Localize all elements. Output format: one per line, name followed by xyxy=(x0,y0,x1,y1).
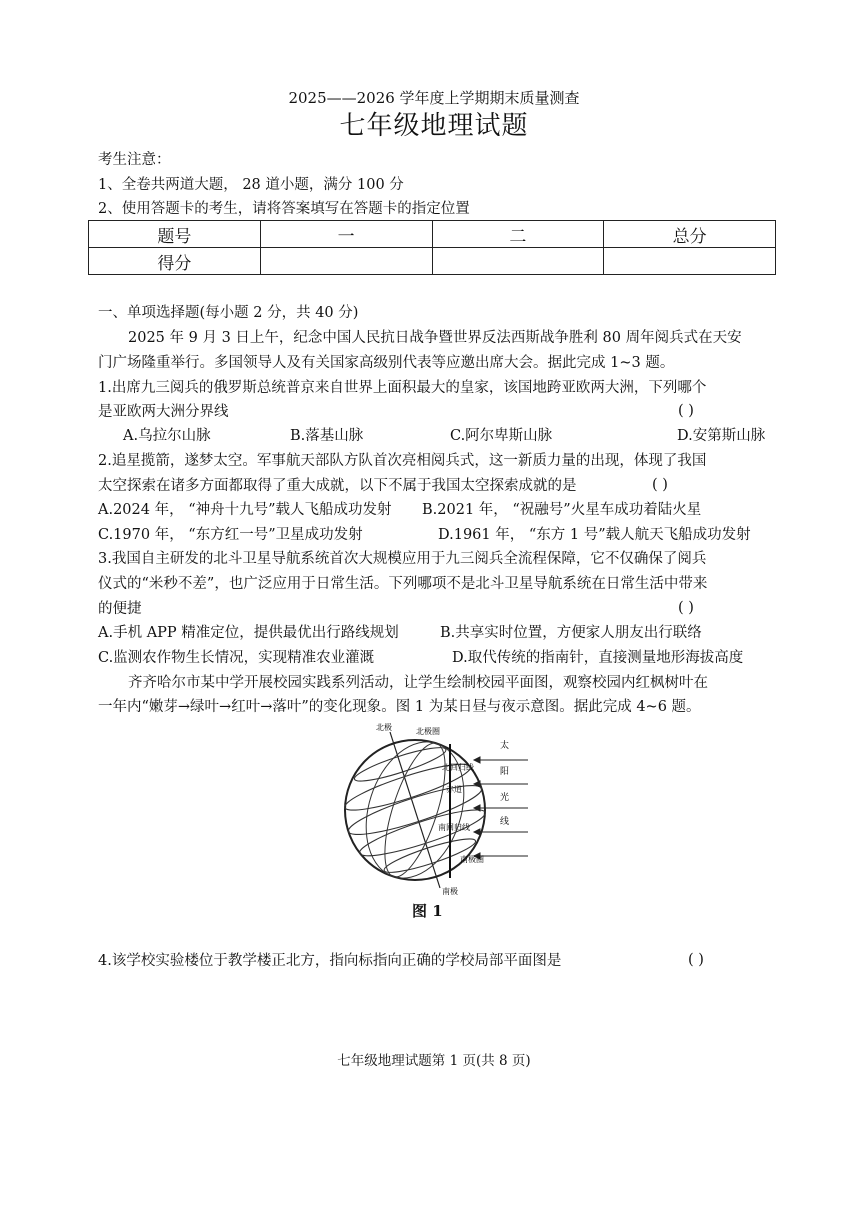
question-stem: 的便捷 xyxy=(98,601,142,617)
exam-title: 七年级地理试题 xyxy=(339,111,529,141)
option: A.2024 年， “神舟十九号”载人飞船成功发射 xyxy=(98,502,392,518)
question-stem: 3.我国自主研发的北斗卫星导航系统首次大规模应用于九三阅兵全流程保障，它不仅确保了阅兵 xyxy=(98,551,707,567)
exam-subtitle: 2025——2026 学年度上学期期末质量测查 xyxy=(288,89,580,107)
table-row-label: 得分 xyxy=(89,248,261,275)
score-table xyxy=(88,220,776,275)
notice-heading: 考生注意： xyxy=(98,152,171,168)
answer-paren: ( ) xyxy=(652,477,668,493)
page-footer: 七年级地理试题第 1 页(共 8 页) xyxy=(337,1053,531,1069)
question-stem: 1.出席九三阅兵的俄罗斯总统普京来自世界上面积最大的皇家，该国地跨亚欧两大洲，下列哪个 xyxy=(98,380,707,396)
score-table-row xyxy=(89,248,776,275)
table-header: 二 xyxy=(432,221,604,248)
score-table-header-row xyxy=(89,221,776,248)
label-north-pole: 北极 xyxy=(376,723,392,732)
intro-text: 门广场隆重举行。多国领导人及有关国家高级别代表等应邀出席大会。据此完成 1~3 题。 xyxy=(98,355,675,371)
option: A.手机 APP 精准定位，提供最优出行路线规划 xyxy=(98,625,399,641)
label-tropic-capricorn: 南回归线 xyxy=(438,823,470,832)
option: A.乌拉尔山脉 xyxy=(123,428,211,444)
intro-text: 2025 年 9 月 3 日上午，纪念中国人民抗日战争暨世界反法西斯战争胜利 80 周年阅兵式在天安 xyxy=(128,330,742,346)
option: D.1961 年， “东方 1 号”载人航天飞船成功发射 xyxy=(438,527,751,543)
label-sun-char: 阳 xyxy=(500,767,510,777)
table-header: 总分 xyxy=(604,221,776,248)
table-header: 题号 xyxy=(89,221,261,248)
option: D.安第斯山脉 xyxy=(677,428,766,444)
label-sun-char: 太 xyxy=(500,741,510,751)
option: D.取代传统的指南针，直接测量地形海拔高度 xyxy=(452,650,744,666)
label-antarctic-circle: 南极圈 xyxy=(460,855,484,864)
answer-paren: ( ) xyxy=(688,952,704,968)
question-stem: 太空探索在诸多方面都取得了重大成就，以下不属于我国太空探索成就的是 xyxy=(98,478,577,494)
label-arctic-circle: 北极圈 xyxy=(416,727,440,736)
option: C.阿尔卑斯山脉 xyxy=(450,428,553,444)
answer-paren: ( ) xyxy=(678,403,694,419)
label-south-pole: 南极 xyxy=(442,887,458,896)
notice-item: 2、使用答题卡的考生，请将答案填写在答题卡的指定位置 xyxy=(98,201,470,217)
label-tropic-cancer: 北回归线 xyxy=(442,763,474,772)
option: B.共享实时位置，方便家人朋友出行联络 xyxy=(440,625,702,641)
intro-text: 一年内“嫩芽→绿叶→红叶→落叶”的变化现象。图 1 为某日昼与夜示意图。据此完成 4~6 题。 xyxy=(98,699,701,715)
label-equator: 赤道 xyxy=(446,785,462,794)
option: C.1970 年， “东方红一号”卫星成功发射 xyxy=(98,527,363,543)
score-cell[interactable] xyxy=(432,248,604,275)
earth-axis xyxy=(390,732,440,888)
figure-caption: 图 1 xyxy=(412,902,443,920)
notice-item: 1、全卷共两道大题， 28 道小题，满分 100 分 xyxy=(98,177,404,193)
intro-text: 齐齐哈尔市某中学开展校园实践系列活动，让学生绘制校园平面图，观察校园内红枫树叶在 xyxy=(128,675,708,691)
section-heading: 一、单项选择题(每小题 2 分，共 40 分) xyxy=(98,305,359,321)
option: C.监测农作物生长情况，实现精准农业灌溉 xyxy=(98,650,375,666)
score-cell[interactable] xyxy=(604,248,776,275)
label-sun-char: 线 xyxy=(500,817,510,827)
question-stem: 是亚欧两大洲分界线 xyxy=(98,404,229,420)
question-stem: 仪式的“米秒不差”，也广泛应用于日常生活。下列哪项不是北斗卫星导航系统在日常生活中带来 xyxy=(98,576,708,592)
globe-day-night-figure xyxy=(330,722,530,898)
label-sun-char: 光 xyxy=(500,793,510,803)
score-cell[interactable] xyxy=(260,248,432,275)
question-stem: 4.该学校实验楼位于教学楼正北方，指向标指向正确的学校局部平面图是 xyxy=(98,953,562,969)
question-stem: 2.追星揽箭，遂梦太空。军事航天部队方队首次亮相阅兵式，这一新质力量的出现，体现了我国 xyxy=(98,453,707,469)
option: B.2021 年， “祝融号”火星车成功着陆火星 xyxy=(422,502,702,518)
option: B.落基山脉 xyxy=(290,428,364,444)
table-header: 一 xyxy=(260,221,432,248)
answer-paren: ( ) xyxy=(678,600,694,616)
